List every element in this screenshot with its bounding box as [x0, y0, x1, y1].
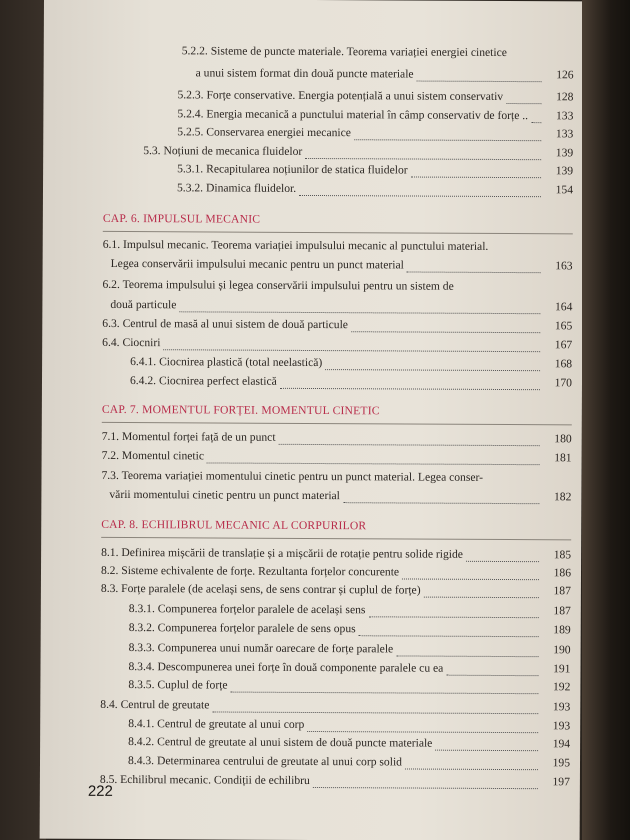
- toc-entry-text: 5.3.2. Dinamica fluidelor.: [176, 181, 297, 195]
- dot-leader: [305, 144, 541, 160]
- toc-entry-text: 8.3.4. Descompunerea unei forțe în două componente paralele cu ea: [128, 660, 444, 675]
- toc-page-number: 133: [555, 127, 574, 141]
- toc-entry: [101, 640, 571, 658]
- toc-entry-text: 5.2.5. Conservarea energiei mecanice: [177, 125, 351, 140]
- toc-page-number: 185: [553, 548, 572, 562]
- toc-entry: [101, 581, 571, 599]
- toc-entry: [103, 161, 573, 179]
- toc-page-number: 190: [553, 643, 571, 657]
- toc-entry: [100, 677, 570, 695]
- toc-entry-text: 5.2.2. Sisteme de puncte materiale. Teorema variației energiei cinetice: [181, 44, 507, 60]
- dot-leader: [299, 181, 541, 197]
- toc-entry-text: 7.1. Momentul forței față de un punct: [101, 429, 276, 444]
- chapter-rule: [102, 422, 572, 425]
- toc-entry: [102, 277, 572, 295]
- toc-entry: [103, 124, 573, 142]
- toc-entry: [102, 335, 572, 353]
- toc-entry: [100, 734, 570, 752]
- dot-leader: [411, 163, 541, 179]
- toc-entry-text: 8.4. Centrul de greutate: [100, 697, 210, 712]
- page-number: 222: [87, 782, 113, 800]
- toc-page-number: 128: [556, 90, 574, 104]
- dot-leader: [280, 374, 540, 390]
- toc-page-number: 193: [552, 719, 571, 733]
- dot-leader: [424, 583, 539, 599]
- toc-entry-text: Legea conservării impulsului mecanic pentru un punct material: [110, 256, 404, 272]
- toc-entry: [101, 487, 571, 505]
- toc-page-number: 187: [553, 604, 571, 618]
- toc-page-number: 187: [553, 584, 571, 598]
- toc-page-number: 164: [554, 300, 573, 314]
- toc-entry-text: 6.3. Centrul de masă al unui sistem de două particule: [102, 316, 349, 332]
- toc-page-number: 170: [554, 376, 573, 390]
- toc-entry-text: 8.3. Forțe paralele (de același sens, de sens contrar și cuplul de forțe): [100, 581, 421, 597]
- toc-entry: [102, 354, 572, 372]
- dot-leader: [351, 317, 540, 333]
- toc-entry: [103, 87, 573, 105]
- dot-leader: [466, 547, 539, 562]
- toc-entry: [104, 43, 574, 61]
- toc-entry-text: 8.4.2. Centrul de greutate al unui sistem de două puncte materiale: [128, 735, 433, 750]
- toc-entry-text: 6.2. Teorema impulsului și legea conservării impulsului pentru un sistem de: [102, 277, 454, 293]
- dot-leader: [402, 564, 539, 580]
- toc-entry-text: 8.4.1. Centrul de greutate al unui corp: [128, 717, 305, 731]
- toc-entry: [100, 716, 570, 734]
- toc-entry: [102, 316, 572, 334]
- toc-entry: [100, 753, 570, 771]
- toc-page-number: 139: [555, 164, 574, 178]
- toc-entry: [100, 659, 570, 677]
- toc-entry-text: 8.3.3. Compunerea unui număr oarecare de forțe paralele: [128, 641, 394, 656]
- dot-leader: [212, 697, 538, 714]
- table-of-contents: [99, 43, 574, 789]
- toc-entry-text: 8.2. Sisteme echivalente de forțe. Rezultanta forțelor concurente: [100, 563, 400, 579]
- toc-entry: [101, 468, 571, 486]
- toc-entry: [100, 697, 570, 715]
- toc-page-number: 197: [552, 775, 570, 789]
- toc-page-number: 193: [552, 700, 571, 714]
- dot-leader: [313, 773, 538, 789]
- toc-entry: [101, 545, 571, 563]
- toc-entry-text: vării momentului cinetic pentru un punct material: [109, 487, 340, 503]
- toc-page-number: 163: [555, 259, 573, 273]
- toc-entry: [103, 143, 573, 161]
- toc-entry: [103, 106, 573, 124]
- toc-page-number: 189: [553, 623, 571, 637]
- chapter-heading: CAP. 8. ECHILIBRUL MECANIC AL CORPURILOR: [101, 517, 367, 533]
- toc-entry: [100, 772, 570, 790]
- toc-entry-text: 6.4. Ciocniri: [102, 335, 161, 350]
- dot-leader: [343, 488, 539, 504]
- toc-page-number: 126: [556, 68, 574, 82]
- toc-page-number: 186: [553, 566, 572, 580]
- dot-leader: [207, 448, 540, 465]
- book-page: [40, 0, 584, 840]
- toc-entry-text: 6.1. Impulsul mecanic. Teorema variației impulsului mecanic al punctului material.: [102, 237, 489, 253]
- toc-entry-text: 5.3.1. Recapitularea noțiunilor de statica fluidelor: [177, 162, 408, 177]
- toc-entry-text: 8.3.1. Compunerea forțelor paralele de același sens: [128, 602, 366, 617]
- chapter-heading: CAP. 7. MOMENTUL FORȚEI. MOMENTUL CINETIC: [101, 402, 380, 418]
- dot-leader: [417, 67, 542, 83]
- toc-entry-text: 8.1. Definirea mișcării de translație și a mișcării de rotație pentru solide rigide: [101, 545, 463, 561]
- toc-entry-text: 8.5. Echilibrul mecanic. Condiții de echilibru: [99, 772, 310, 787]
- toc-page-number: 165: [554, 319, 573, 333]
- toc-entry: [103, 256, 573, 274]
- dot-leader: [369, 602, 539, 618]
- toc-entry-text: a unui sistem format din două puncte materiale: [195, 66, 414, 81]
- chapter-rule: [101, 537, 571, 540]
- toc-page-number: 133: [555, 109, 574, 123]
- toc-page-number: 191: [553, 662, 571, 676]
- toc-entry-text: 6.4.1. Ciocnirea plastică (total neelastică): [130, 355, 323, 370]
- dot-leader: [405, 754, 538, 770]
- toc-entry-text: 7.3. Teorema variației momentului cinetic pentru un punct material. Legea conser-: [101, 468, 484, 484]
- book-spine: [582, 0, 630, 840]
- dot-leader: [230, 678, 538, 695]
- toc-entry-text: 6.4.2. Ciocnirea perfect elastică: [129, 374, 277, 388]
- dot-leader: [179, 297, 540, 314]
- toc-entry: [101, 620, 571, 638]
- left-shadow: [0, 0, 46, 840]
- toc-entry: [101, 563, 571, 581]
- toc-entry: [102, 297, 572, 315]
- chapter-heading: CAP. 6. IMPULSUL MECANIC: [102, 211, 261, 226]
- toc-entry-text: 8.3.2. Compunerea forțelor paralele de sens opus: [128, 621, 356, 636]
- dot-leader: [506, 89, 541, 104]
- toc-entry: [102, 429, 572, 447]
- toc-entry: [103, 180, 573, 198]
- toc-page-number: 180: [554, 432, 572, 446]
- dot-leader: [163, 335, 540, 352]
- dot-leader: [279, 430, 540, 446]
- toc-page-number: 195: [552, 756, 571, 770]
- toc-page-number: 154: [555, 183, 574, 197]
- toc-entry-text: 8.4.3. Determinarea centrului de greutate al unui corp solid: [127, 754, 403, 769]
- toc-entry: [104, 65, 574, 83]
- dot-leader: [407, 257, 541, 273]
- dot-leader: [354, 125, 541, 141]
- toc-entry: [102, 373, 572, 391]
- toc-entry: [103, 237, 573, 255]
- toc-page-number: 192: [552, 680, 571, 694]
- toc-page-number: 181: [554, 451, 572, 465]
- toc-entry: [102, 448, 572, 466]
- toc-page-number: 194: [552, 737, 571, 751]
- dot-leader: [446, 661, 538, 676]
- toc-entry-text: două particule: [110, 297, 177, 312]
- dot-leader: [359, 621, 539, 637]
- toc-page-number: 167: [554, 338, 573, 352]
- toc-entry-text: 5.3. Noțiuni de mecanica fluidelor: [143, 144, 303, 158]
- toc-page-number: 168: [554, 357, 573, 371]
- toc-page-number: 182: [553, 490, 572, 504]
- toc-entry: [101, 601, 571, 619]
- dot-leader: [397, 641, 539, 657]
- dot-leader: [531, 108, 541, 123]
- toc-entry-text: 5.2.4. Energia mecanică a punctului material în câmp conservativ de forțe ..: [177, 107, 529, 123]
- chapter-rule: [103, 231, 573, 234]
- toc-page-number: 139: [555, 146, 574, 160]
- dot-leader: [325, 355, 540, 371]
- toc-entry-text: 8.3.5. Cuplul de forțe: [128, 678, 228, 692]
- dot-leader: [435, 736, 538, 752]
- toc-entry-text: 5.2.3. Forțe conservative. Energia potențială a unui sistem conservativ: [177, 88, 504, 103]
- toc-entry-text: 7.2. Momentul cinetic: [101, 448, 205, 463]
- dot-leader: [307, 717, 538, 733]
